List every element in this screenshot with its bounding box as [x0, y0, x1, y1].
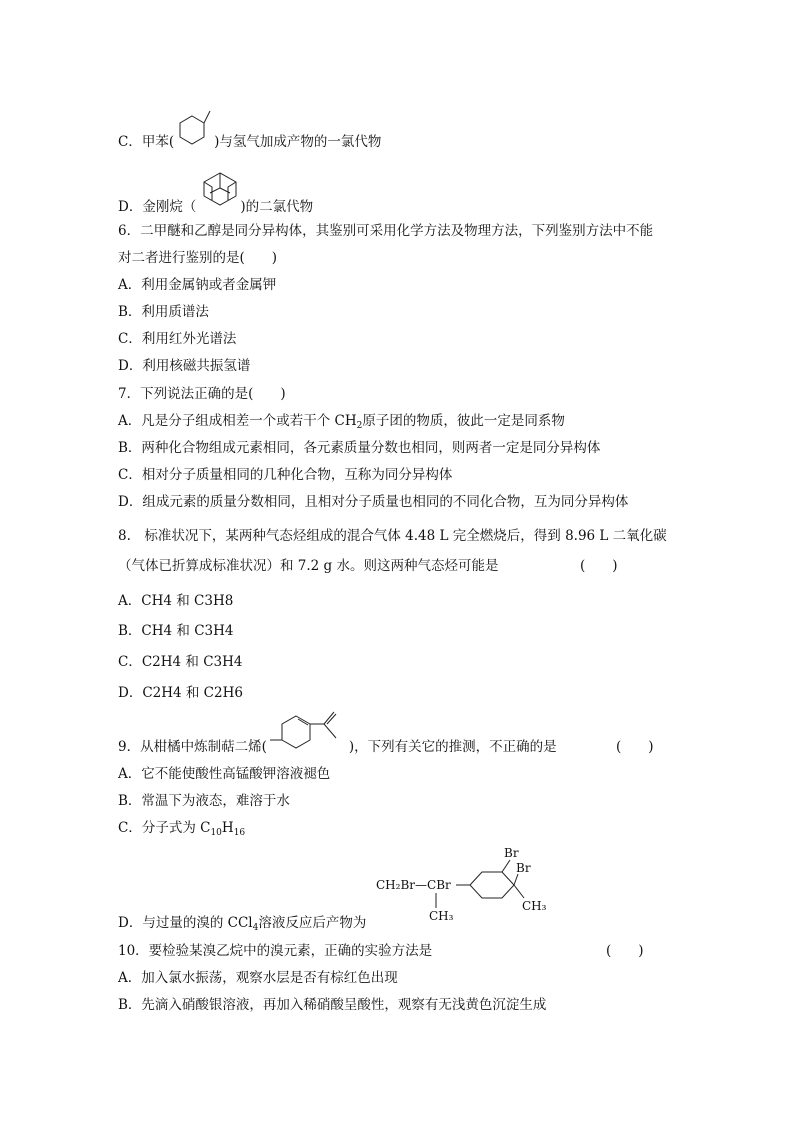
q9-c-subscript-c: 10 [210, 828, 222, 838]
q7-stem: 7．下列说法正确的是( ) [118, 386, 286, 402]
q9-d-subscript: 4 [252, 923, 259, 933]
q5-option-c [118, 133, 381, 151]
q5-d-suffix: )的二氯代物 [240, 199, 314, 215]
q10-stem: 10．要检验某溴乙烷中的溴元素，正确的实验方法是 [118, 943, 433, 959]
q8-stem-line2: （气体已折算成标准状况）和 7.2 g 水。则这两种气态烃可能是 [118, 558, 499, 574]
limonene-structure [266, 708, 356, 756]
q7-option-d: D．组成元素的质量分数相同，且相对分子质量也相同的不同化合物，互为同分异构体 [118, 494, 629, 510]
q5-c-prefix: C．甲苯( [118, 134, 175, 150]
q10-answer-paren: ( ) [606, 943, 644, 959]
product-br-right: Br [516, 861, 531, 875]
q8-option-a: A．CH4 和 C3H8 [118, 593, 234, 609]
q5-d-prefix: D．金刚烷（ [118, 199, 197, 215]
product-ch3-right: CH₃ [522, 899, 547, 913]
q6-option-b: B．利用质谱法 [118, 304, 209, 320]
q6-option-d: D．利用核磁共振氢谱 [118, 358, 251, 374]
q8-answer-paren: ( ) [580, 558, 618, 574]
q7-a-prefix: A．凡是分子组成相差一个或若干个 CH [118, 413, 357, 429]
q10-option-b: B．先滴入硝酸银溶液，再加入稀硝酸呈酸性，观察有无浅黄色沉淀生成 [118, 997, 547, 1013]
q8-option-c: C．C2H4 和 C3H4 [118, 654, 243, 670]
q9-c-h: H [221, 820, 234, 836]
toluene-structure [172, 104, 218, 150]
q6-stem-line2: 对二者进行鉴别的是( ) [118, 250, 278, 266]
product-left-group: CH₂Br—CBr [376, 878, 451, 892]
q9-c-subscript-h: 16 [233, 828, 246, 838]
q8-option-b: B．CH4 和 C3H4 [118, 623, 234, 639]
q9-d-suffix: 溶液反应后产物为 [258, 915, 367, 931]
q9-option-a: A．它不能使酸性高锰酸钾溶液褪色 [118, 766, 331, 782]
q5-c-suffix: )与氢气加成产物的一氯代物 [214, 134, 382, 150]
product-ch3-bottom: CH₃ [429, 909, 454, 923]
q9-answer-paren: ( ) [616, 739, 654, 755]
q9-c-prefix: C．分子式为 C [118, 820, 211, 836]
q9-d-prefix: D．与过量的溴的 CCl [118, 915, 253, 931]
q10-option-a: A．加入氯水振荡，观察水层是否有棕红色出现 [118, 970, 398, 986]
q7-option-c: C．相对分子质量相同的几种化合物，互称为同分异构体 [118, 467, 453, 483]
q9-option-c [118, 819, 245, 842]
q8-option-d: D．C2H4 和 C2H6 [118, 685, 243, 701]
q9-stem-prefix: 9．从柑橘中炼制萜二烯( [118, 739, 267, 755]
q8-stem-line1: 8. 标准状况下，某两种气态烃组成的混合气体 4.48 L 完全燃烧后，得到 8.96 L 二氧化碳 [118, 528, 667, 544]
q7-option-a [118, 412, 565, 435]
q6-stem-line1: 6．二甲醚和乙醇是同分异构体，其鉴别可采用化学方法及物理方法，下列鉴别方法中不能 [118, 223, 654, 239]
q6-option-c: C．利用红外光谱法 [118, 331, 237, 347]
q7-a-suffix: 原子团的物质，彼此一定是同系物 [362, 413, 565, 429]
q9-stem-suffix: )，下列有关它的推测，不正确的是 [348, 739, 557, 755]
q9-option-d [118, 914, 366, 937]
q7-option-b: B．两种化合物组成元素相同，各元素质量分数也相同，则两者一定是同分异构体 [118, 440, 601, 456]
q9-option-b: B．常温下为液态，难溶于水 [118, 793, 290, 809]
product-br-top: Br [504, 846, 519, 860]
dibromide-product-structure [372, 842, 562, 924]
q7-a-subscript: 2 [356, 421, 363, 431]
adamantane-structure [196, 170, 244, 210]
q6-option-a: A．利用金属钠或者金属钾 [118, 277, 277, 293]
